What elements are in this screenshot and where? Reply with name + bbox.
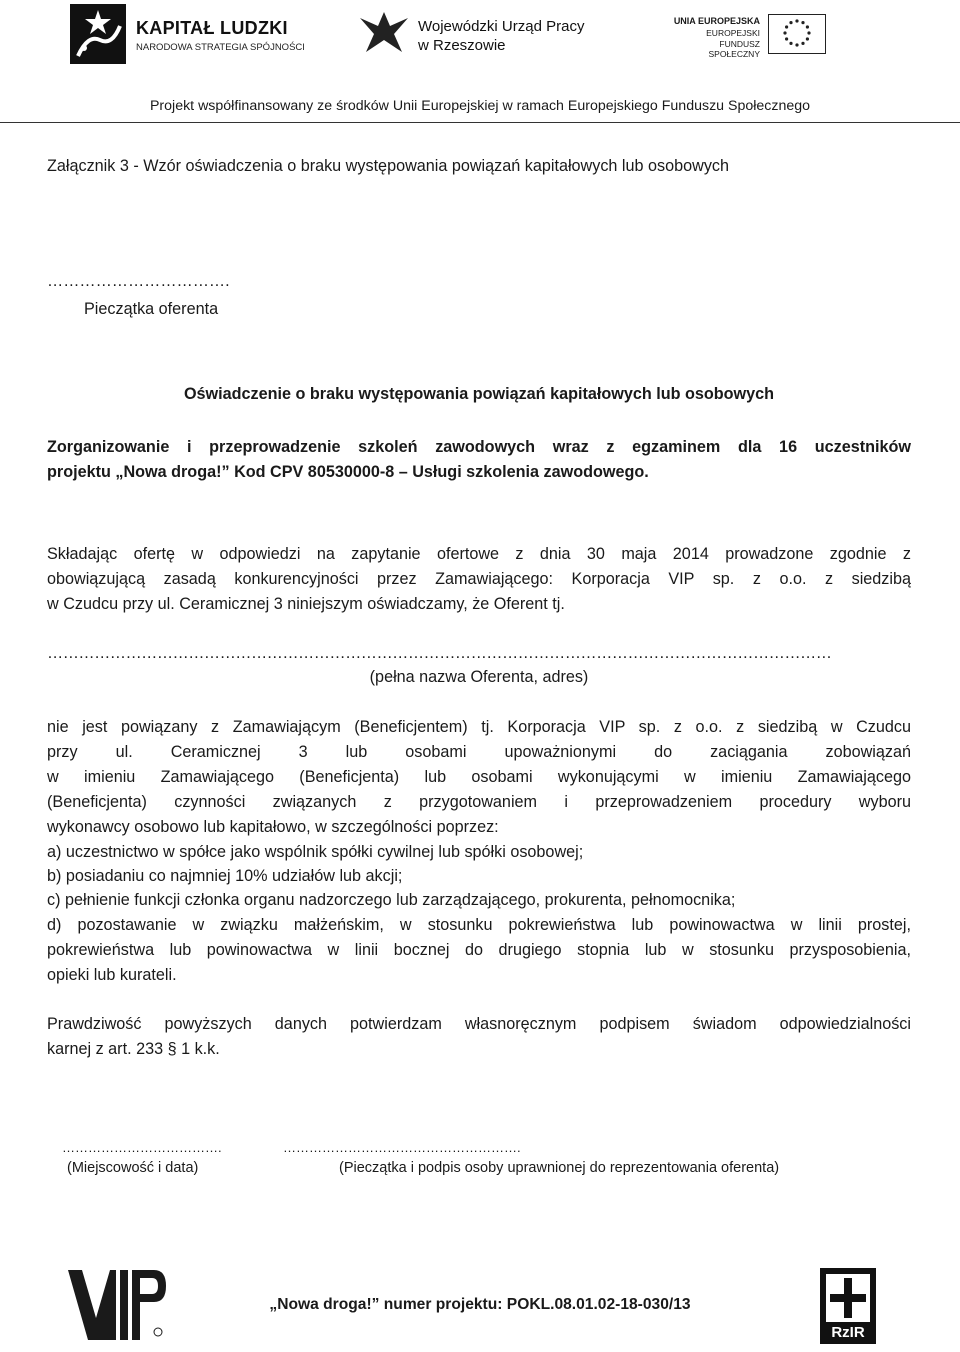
stamp-dots: …………………………….	[47, 272, 230, 290]
signature-right-label: (Pieczątka i podpis osoby uprawnionej do reprezentowania oferenta)	[339, 1160, 780, 1176]
statement-heading: Oświadczenie o braku występowania powiązań kapitałowych lub osobowych	[183, 385, 775, 403]
paragraph-1-line-2: obowiązującą zasadą konkurencyjności przez Zamawiającego: Korporacja VIP sp. z o.o. z siedzibą	[47, 570, 911, 588]
footer-project-number: „Nowa droga!” numer projektu: POKL.08.01.02-18-030/13	[269, 1296, 691, 1313]
list-item-a: a) uczestnictwo w spółce jako wspólnik spółki cywilnej lub spółki osobowej;	[47, 843, 584, 861]
paragraph-2-line-4: (Beneficjenta) czynności związanych z przygotowaniem i przeprowadzeniem procedury wyboru	[47, 793, 911, 811]
eagle-icon	[358, 8, 410, 58]
fill-dots: ……………………………………………………………………………………………………………………………………	[47, 644, 832, 662]
logo-kl-subtitle: NARODOWA STRATEGIA SPÓJNOŚCI	[136, 42, 305, 53]
logo-ue-efs	[668, 14, 848, 62]
logo-rzir-text: RzIR	[831, 1324, 865, 1341]
paragraph-1-line-1: Składając ofertę w odpowiedzi na zapytanie ofertowe z dnia 30 maja 2014 prowadzone zgodnie z	[47, 545, 911, 563]
subject-line-1: Zorganizowanie i przeprowadzenie szkoleń zawodowych wraz z egzaminem dla 16 uczestników	[47, 438, 911, 456]
logo-ue-line1: UNIA EUROPEJSKA	[673, 16, 760, 26]
fill-label: (pełna nazwa Oferenta, adres)	[369, 668, 589, 686]
logo-wup-line2: w Rzeszowie	[418, 37, 506, 54]
logo-wup-line1: Wojewódzki Urząd Pracy	[418, 18, 585, 35]
paragraph-2-line-2: przy ul. Ceramicznej 3 lub osobami upoważnionymi do zaciągania zobowiązań	[47, 743, 911, 761]
signature-right-dots: ……………………………………………….	[283, 1140, 521, 1155]
logo-rzir	[820, 1268, 876, 1344]
logo-ue-line2: EUROPEJSKI	[706, 28, 760, 38]
header-divider	[0, 122, 960, 123]
paragraph-2-line-5: wykonawcy osobowo lub kapitałowo, w szczególności poprzez:	[47, 818, 499, 836]
project-cofinancing-line: Projekt współfinansowany ze środków Unii Europejskiej w ramach Europejskiego Funduszu Społecznego	[149, 98, 811, 114]
logo-ue-line3: FUNDUSZ SPOŁECZNY	[708, 39, 760, 59]
kapital-ludzki-emblem-icon	[70, 4, 126, 64]
list-item-d-line-2: pokrewieństwa lub powinowactwa w linii bocznej do drugiego stopnia lub w stosunku przysposobienia,	[47, 941, 911, 959]
list-item-c: c) pełnienie funkcji członka organu nadzorczego lub zarządzającego, prokurenta, pełnomocnika;	[47, 891, 736, 909]
paragraph-3-line-1: Prawdziwość powyższych danych potwierdzam własnoręcznym podpisem świadom odpowiedzialności	[47, 1015, 911, 1033]
list-item-b: b) posiadaniu co najmniej 10% udziałów lub akcji;	[47, 867, 403, 885]
list-item-d-line-3: opieki lub kurateli.	[47, 966, 177, 984]
signature-left-dots: ……………………………….	[62, 1140, 222, 1155]
logo-kapital-ludzki	[70, 4, 310, 68]
subject-line-2: projektu „Nowa droga!” Kod CPV 80530000-8 – Usługi szkolenia zawodowego.	[47, 463, 649, 481]
paragraph-2-line-3: w imieniu Zamawiającego (Beneficjenta) lub osobami wykonującymi w imieniu Zamawiającego	[47, 768, 911, 786]
signature-left-label: (Miejscowość i data)	[67, 1160, 199, 1176]
paragraph-2-line-1: nie jest powiązany z Zamawiającym (Beneficjentem) tj. Korporacja VIP sp. z o.o. z siedzibą w Czudcu	[47, 718, 911, 736]
logo-kl-title: KAPITAŁ LUDZKI	[136, 18, 288, 38]
stamp-label: Pieczątka oferenta	[84, 300, 219, 318]
eu-flag-icon	[768, 14, 826, 54]
logo-wup-rzeszow	[358, 8, 608, 64]
paragraph-1-line-3: w Czudcu przy ul. Ceramicznej 3 niniejszym oświadczamy, że Oferent tj.	[47, 595, 565, 613]
annex-title: Załącznik 3 - Wzór oświadczenia o braku występowania powiązań kapitałowych lub osobowych	[47, 157, 730, 175]
paragraph-3-line-2: karnej z art. 233 § 1 k.k.	[47, 1040, 220, 1058]
list-item-d-line-1: d) pozostawanie w związku małżeńskim, w stosunku pokrewieństwa lub powinowactwa w linii prostej,	[47, 916, 911, 934]
